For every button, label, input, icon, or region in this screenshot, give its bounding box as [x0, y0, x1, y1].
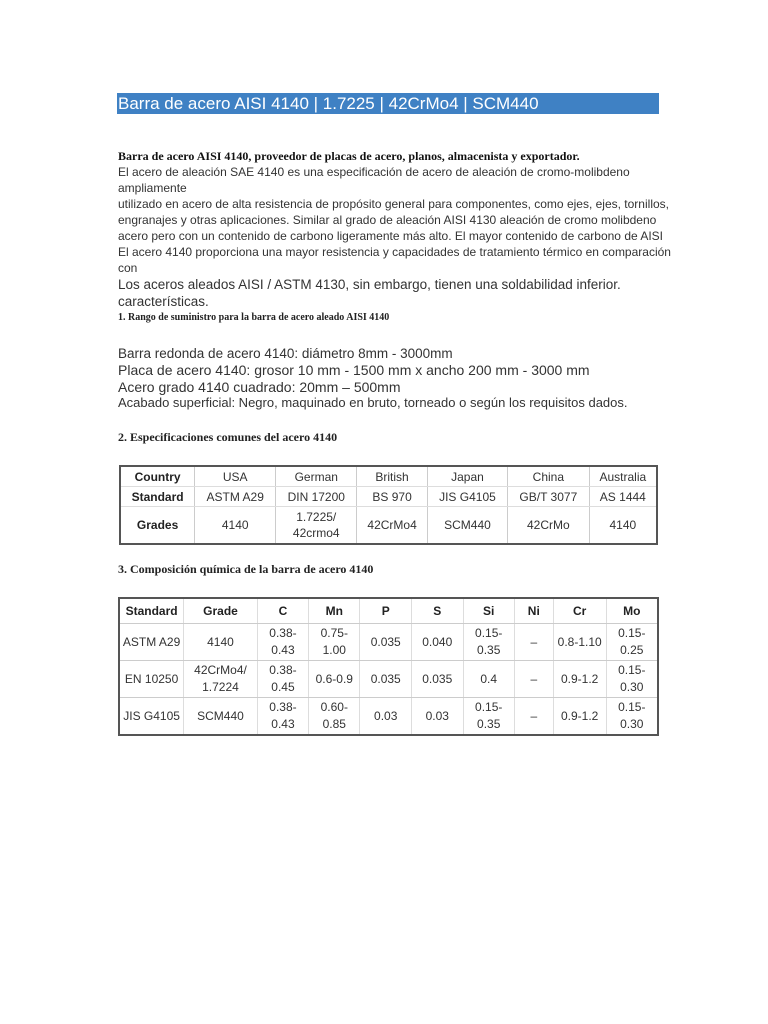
column-header: P [360, 598, 412, 624]
table-cell: SCM440 [184, 698, 258, 736]
intro-line: El acero 4140 proporciona una mayor resistencia y capacidades de tratamiento térmico en comparación con [118, 245, 671, 275]
table-cell: 0.15- 0.30 [606, 661, 658, 698]
table-cell: 0.38- 0.45 [257, 661, 308, 698]
table-cell: EN 10250 [119, 661, 184, 698]
composition-table [118, 597, 659, 736]
table-row [119, 624, 658, 661]
column-header: Mo [606, 598, 658, 624]
table-cell: 0.9-1.2 [553, 698, 606, 736]
table-cell: 0.4 [463, 661, 514, 698]
table-cell: 0.035 [411, 661, 463, 698]
table-cell: 0.38- 0.43 [257, 698, 308, 736]
table-cell: Japan [427, 466, 507, 487]
column-header: Cr [553, 598, 606, 624]
table-cell: 42CrMo4 [357, 507, 428, 545]
table-cell: – [514, 698, 553, 736]
table-cell: German [276, 466, 357, 487]
table-cell: GB/T 3077 [508, 487, 590, 507]
section-heading-composition: 3. Composición química de la barra de acero 4140 [118, 562, 374, 576]
table-cell: 42CrMo [508, 507, 590, 545]
table-cell: USA [195, 466, 276, 487]
intro-heading: Barra de acero AISI 4140, proveedor de placas de acero, planos, almacenista y exportador. [118, 149, 580, 163]
intro-line: engranajes y otras aplicaciones. Similar al grado de aleación AISI 4130 aleación de cromo molibdeno [118, 213, 657, 227]
table-cell: 0.75- 1.00 [309, 624, 360, 661]
table-cell: – [514, 661, 553, 698]
table-cell: 0.03 [411, 698, 463, 736]
section-heading-supply: 1. Rango de suministro para la barra de acero aleado AISI 4140 [118, 312, 390, 323]
table-row [120, 507, 657, 545]
table-cell: DIN 17200 [276, 487, 357, 507]
table-cell: 0.040 [411, 624, 463, 661]
intro-line: características. [118, 294, 209, 309]
table-cell: 4140 [184, 624, 258, 661]
supply-item: Acero grado 4140 cuadrado: 20mm – 500mm [118, 379, 401, 395]
table-cell: 0.15- 0.35 [463, 624, 514, 661]
table-cell: SCM440 [427, 507, 507, 545]
table-row [120, 487, 657, 507]
intro-line: utilizado en acero de alta resistencia de propósito general para componentes, como ejes, ejes, tornillos, [118, 197, 669, 211]
column-header: Mn [309, 598, 360, 624]
table-cell: 0.9-1.2 [553, 661, 606, 698]
table-cell: – [514, 624, 553, 661]
column-header: Si [463, 598, 514, 624]
supply-item: Placa de acero 4140: grosor 10 mm - 1500 mm x ancho 200 mm - 3000 mm [118, 362, 590, 378]
table-cell: 0.15- 0.30 [606, 698, 658, 736]
row-header: Grades [120, 507, 195, 545]
table-cell: 1.7225/ 42crmo4 [276, 507, 357, 545]
table-cell: AS 1444 [589, 487, 657, 507]
table-cell: 0.15- 0.35 [463, 698, 514, 736]
table-cell: 4140 [195, 507, 276, 545]
row-header: Country [120, 466, 195, 487]
intro-line: acero pero con un contenido de carbono ligeramente más alto. El mayor contenido de carbono de AISI [118, 229, 664, 243]
column-header: S [411, 598, 463, 624]
table-cell: JIS G4105 [119, 698, 184, 736]
column-header: Grade [184, 598, 258, 624]
table-cell: 0.035 [360, 661, 412, 698]
table-cell: 0.035 [360, 624, 412, 661]
supply-item: Acabado superficial: Negro, maquinado en bruto, torneado o según los requisitos dados. [118, 395, 628, 410]
table-cell: 0.03 [360, 698, 412, 736]
table-cell: 0.60- 0.85 [309, 698, 360, 736]
table-cell: ASTM A29 [195, 487, 276, 507]
supply-item: Barra redonda de acero 4140: diámetro 8mm - 3000mm [118, 346, 453, 361]
table-cell: JIS G4105 [427, 487, 507, 507]
specifications-table [119, 465, 658, 545]
column-header: C [257, 598, 308, 624]
table-cell: 4140 [589, 507, 657, 545]
table-cell: China [508, 466, 590, 487]
table-cell: 0.6-0.9 [309, 661, 360, 698]
table-row [120, 466, 657, 487]
table-cell: Australia [589, 466, 657, 487]
table-cell: British [357, 466, 428, 487]
table-cell: 0.15- 0.25 [606, 624, 658, 661]
table-cell: 42CrMo4/ 1.7224 [184, 661, 258, 698]
section-heading-specs: 2. Especificaciones comunes del acero 4140 [118, 430, 338, 444]
table-cell: 0.38- 0.43 [257, 624, 308, 661]
intro-line: Los aceros aleados AISI / ASTM 4130, sin embargo, tienen una soldabilidad inferior. [118, 277, 621, 292]
table-cell: 0.8-1.10 [553, 624, 606, 661]
table-cell: ASTM A29 [119, 624, 184, 661]
supply-list [118, 346, 698, 411]
page-title: Barra de acero AISI 4140 | 1.7225 | 42CrMo4 | SCM440 [117, 93, 659, 114]
header-row [119, 598, 658, 624]
table-cell: BS 970 [357, 487, 428, 507]
intro-line: El acero de aleación SAE 4140 es una especificación de acero de aleación de cromo-molibdeno ampliamente [118, 165, 630, 195]
table-row [119, 698, 658, 736]
table-row [119, 661, 658, 698]
column-header: Standard [119, 598, 184, 624]
row-header: Standard [120, 487, 195, 507]
column-header: Ni [514, 598, 553, 624]
intro-paragraph [118, 164, 690, 310]
